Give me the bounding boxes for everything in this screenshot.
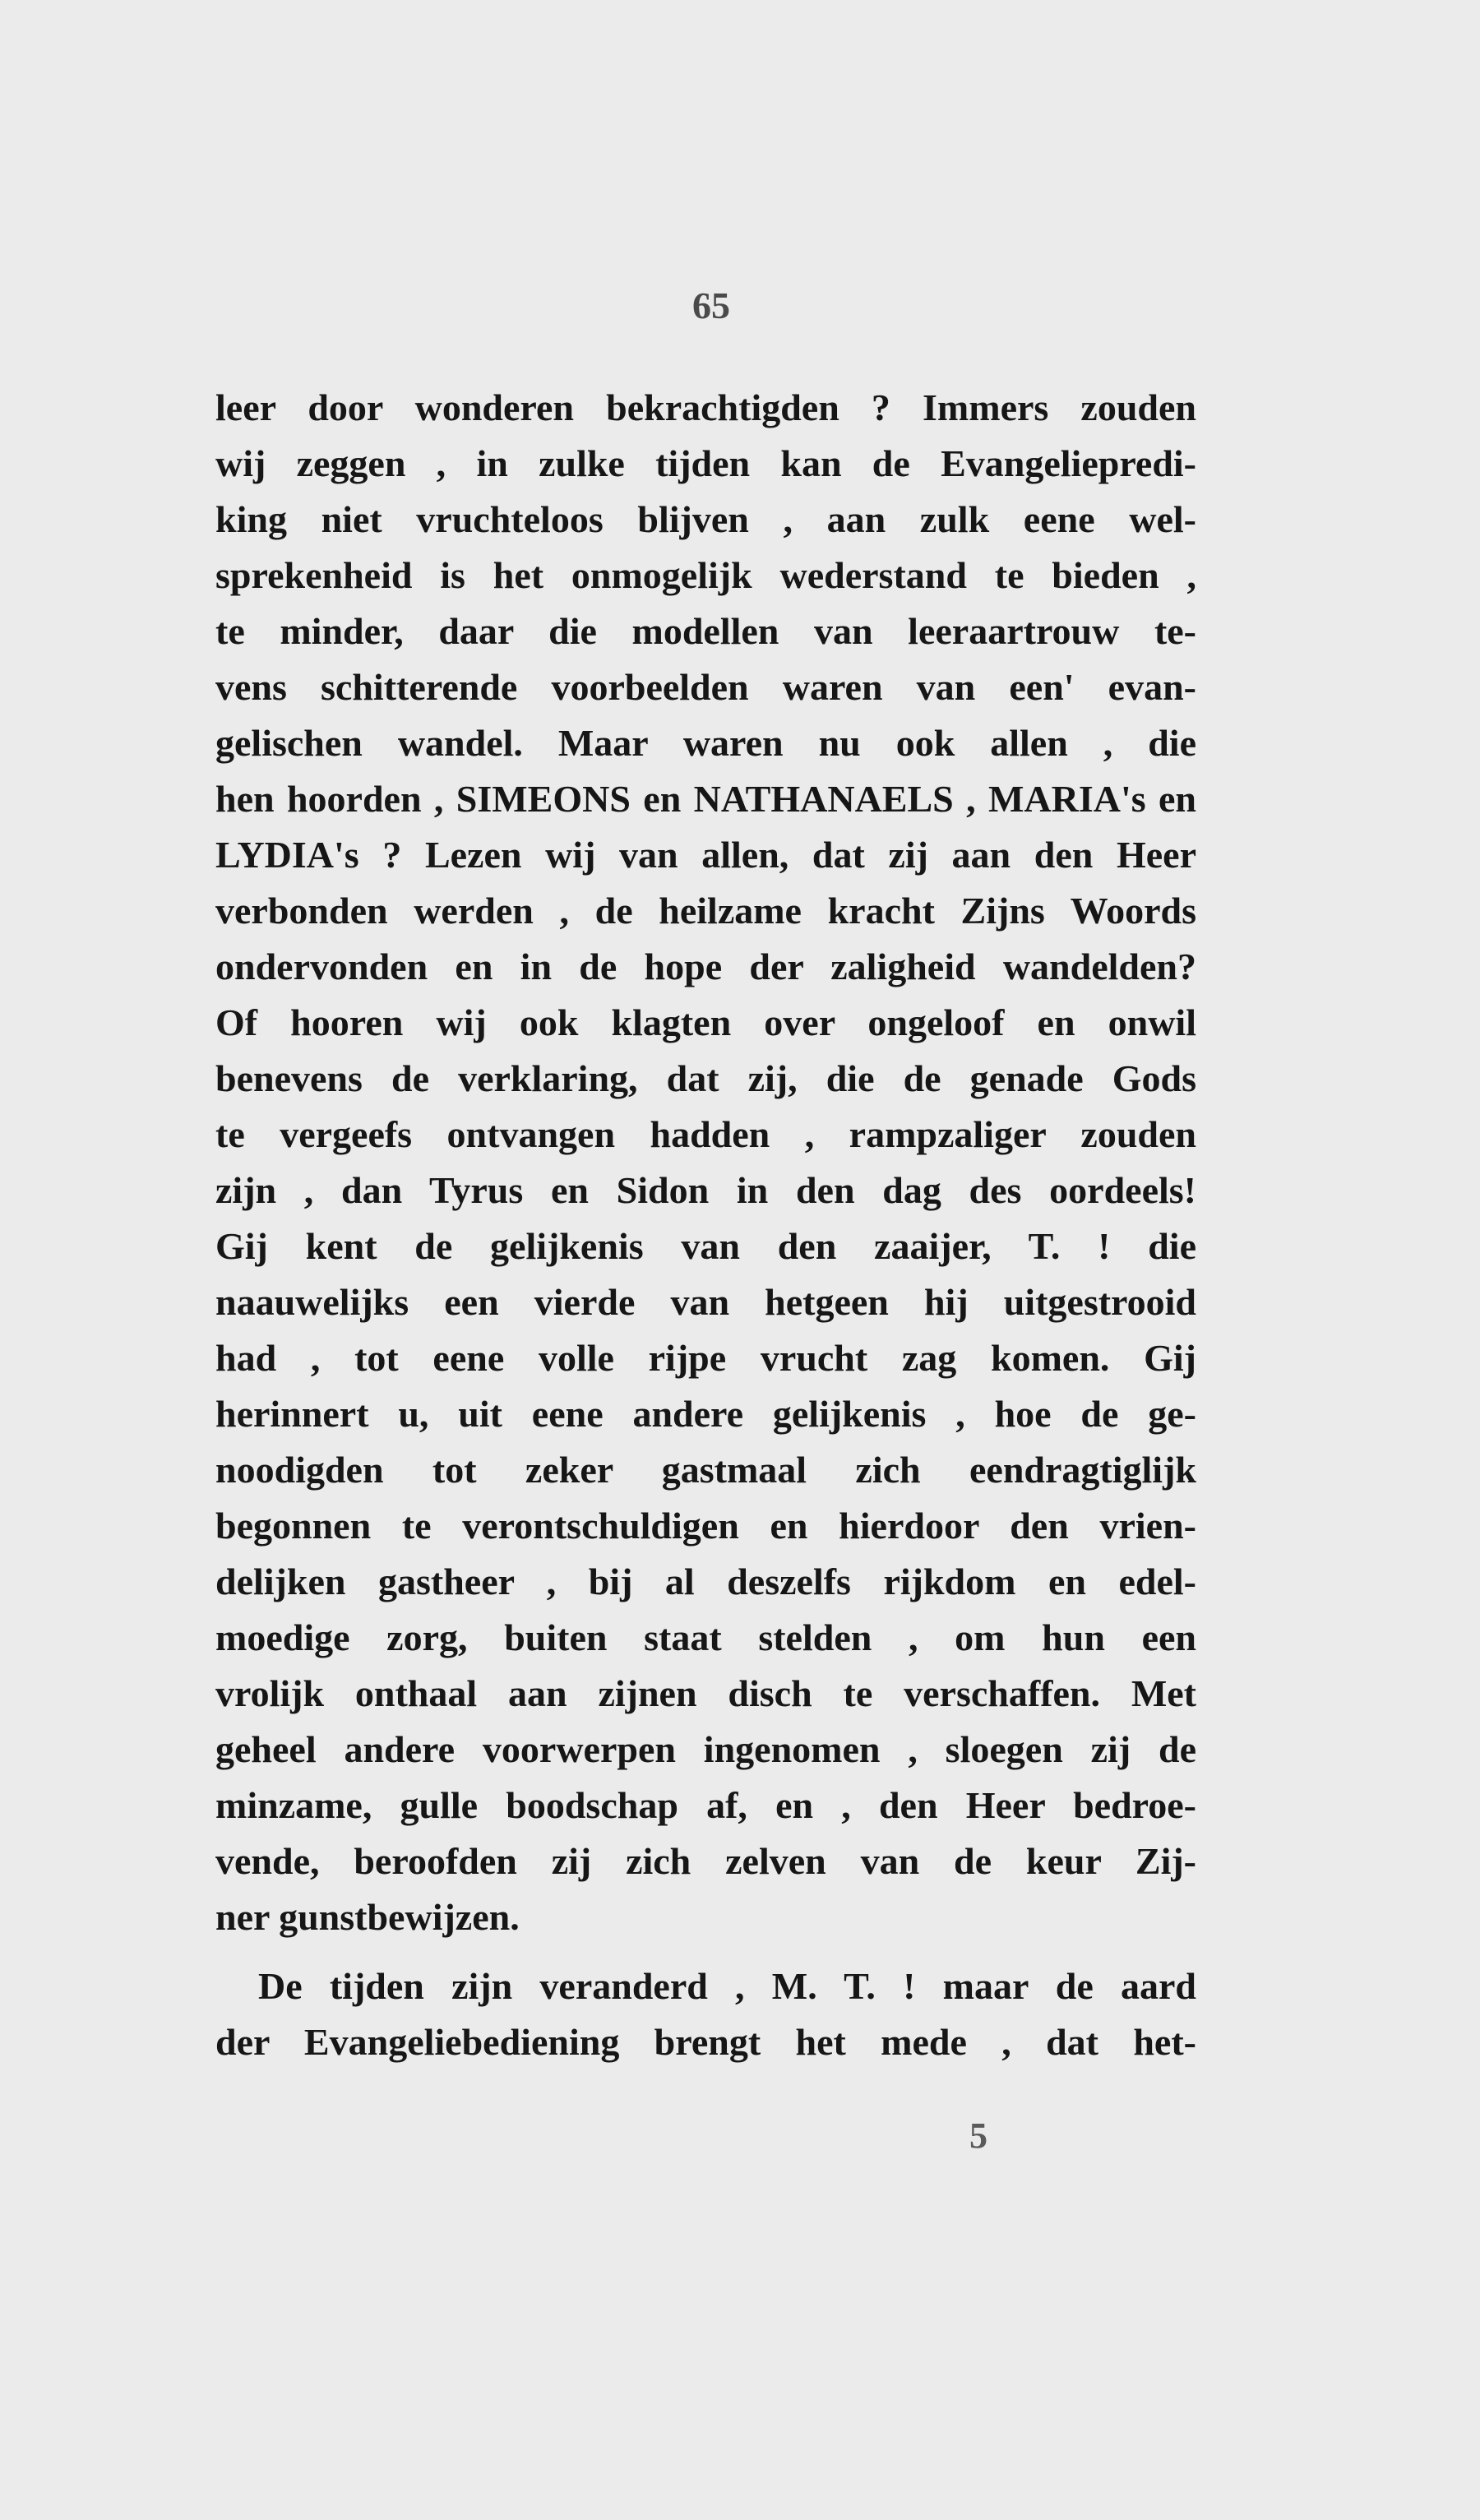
text-line: ondervonden en in de hope der zaligheid wandelden? [215,946,1196,987]
text-line: vrolijk onthaal aan zijnen disch te verschaffen. Met [215,1672,1196,1714]
text-line: hen hoorden , SIMEONS en NATHANAELS , MARIA's en [215,778,1196,820]
text-line: minzame, gulle boodschap af, en , den Heer bedroe- [215,1784,1196,1826]
text-line: De tijden zijn veranderd , M. T. ! maar de aard [258,1965,1196,2007]
text-line: te vergeefs ontvangen hadden , rampzaliger zouden [215,1113,1196,1155]
text-line: herinnert u, uit eene andere gelijkenis , hoe de ge- [215,1393,1196,1435]
text-line: der Evangeliebediening brengt het mede , dat het- [215,2021,1196,2063]
text-line: had , tot eene volle rijpe vrucht zag komen. Gij [215,1337,1196,1379]
text-line: noodigden tot zeker gastmaal zich eendragtiglijk [215,1449,1196,1491]
text-line: LYDIA's ? Lezen wij van allen, dat zij aan den Heer [215,834,1196,876]
signature-mark: 5 [969,2115,987,2156]
text-line: sprekenheid is het onmogelijk wederstand te bieden , [215,554,1196,596]
text-line: gelischen wandel. Maar waren nu ook allen , die [215,722,1196,764]
text-line: begonnen te verontschuldigen en hierdoor den vrien- [215,1505,1196,1547]
text-line: delijken gastheer , bij al deszelfs rijkdom en edel- [215,1561,1196,1602]
text-line: wij zeggen , in zulke tijden kan de Evangeliepredi- [215,442,1196,484]
text-line: benevens de verklaring, dat zij, die de genade Gods [215,1057,1196,1099]
text-line: king niet vruchteloos blijven , aan zulk eene wel- [215,498,1196,540]
text-line: leer door wonderen bekrachtigden ? Immers zouden [215,386,1196,428]
text-line: Gij kent de gelijkenis van den zaaijer, T. ! die [215,1225,1196,1267]
text-line: zijn , dan Tyrus en Sidon in den dag des oordeels! [215,1169,1196,1211]
text-line: ner gunstbewijzen. [215,1896,520,1938]
text-line: moedige zorg, buiten staat stelden , om hun een [215,1616,1196,1658]
text-line: verbonden werden , de heilzame kracht Zijns Woords [215,890,1196,932]
page-number: 65 [692,284,730,326]
text-line: Of hooren wij ook klagten over ongeloof en onwil [215,1001,1196,1043]
text-line: vende, beroofden zij zich zelven van de keur Zij- [215,1840,1196,1882]
text-line: te minder, daar die modellen van leeraartrouw te- [215,610,1196,652]
text-line: naauwelijks een vierde van hetgeen hij uitgestrooid [215,1281,1196,1323]
text-line: geheel andere voorwerpen ingenomen , sloegen zij de [215,1728,1196,1770]
text-line: vens schitterende voorbeelden waren van een' evan- [215,666,1196,708]
